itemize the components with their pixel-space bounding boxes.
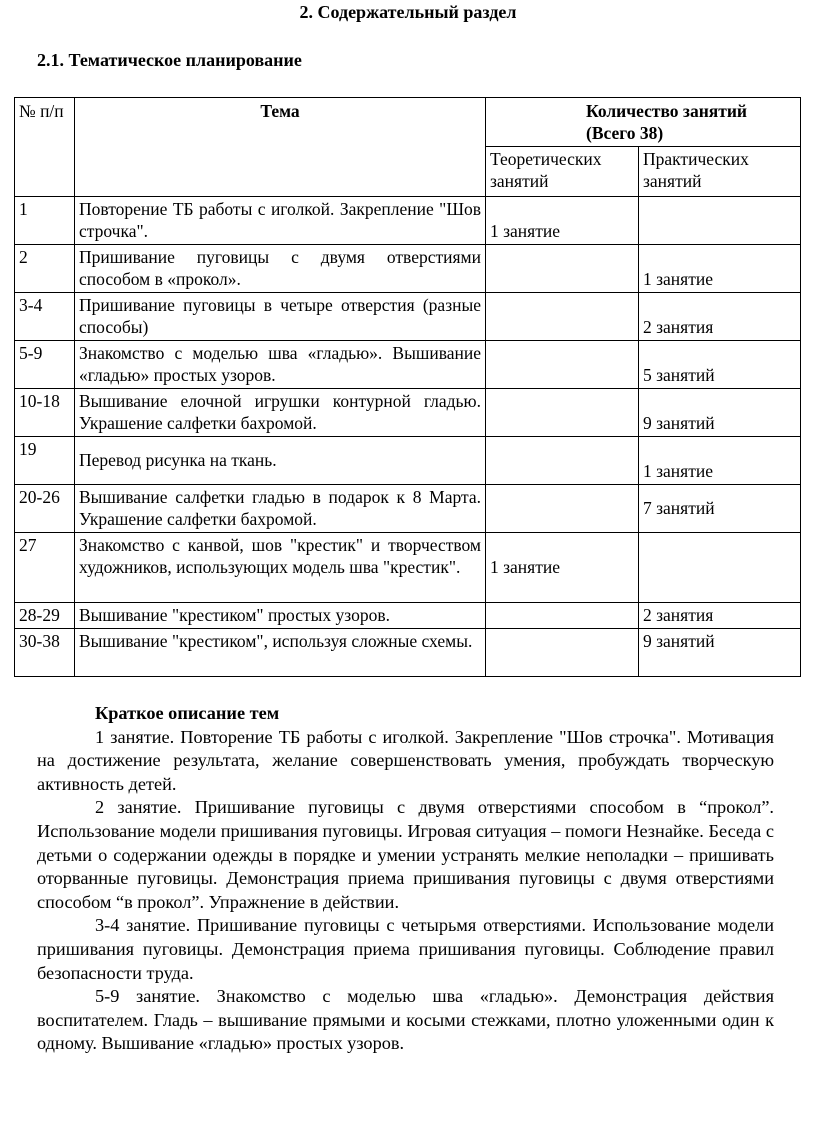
header-theory: Теоретических занятий bbox=[486, 147, 639, 197]
description-paragraph: 2 занятие. Пришивание пуговицы с двумя отверстиями способом в “прокол”. Использование модели пришивания пуговицы. Игровая ситуация – помоги Незнайке. Беседа с детьми о содержании одежды в порядке и умении устранять мелкие неполадки – пришивать оторванные пуговицы. Демонстрация приема пришивания пуговицы с двумя отверстиями способом “в прокол”. Упражнение в действии. bbox=[37, 797, 774, 912]
row-topic: Вышивание "крестиком", используя сложные схемы. bbox=[75, 629, 486, 677]
row-theory-count bbox=[486, 485, 639, 533]
row-topic: Перевод рисунка на ткань. bbox=[75, 437, 486, 485]
description-paragraph: 3-4 занятие. Пришивание пуговицы с четырьмя отверстиями. Использование модели пришивания пуговицы. Демонстрация приема пришивания пуговицы. Соблюдение правил безопасности труда. bbox=[37, 915, 774, 983]
row-practice-count: 7 занятий bbox=[639, 485, 801, 533]
thematic-plan-table bbox=[14, 97, 801, 677]
row-topic: Вышивание "крестиком" простых узоров. bbox=[75, 603, 486, 629]
row-number: 1 bbox=[15, 197, 75, 245]
description-heading: Краткое описание тем bbox=[95, 703, 280, 723]
section-title: 2. Содержательный раздел bbox=[299, 2, 517, 22]
row-number: 19 bbox=[15, 437, 75, 485]
table-row bbox=[15, 603, 801, 629]
table-row bbox=[15, 629, 801, 677]
header-practice: Практических занятий bbox=[639, 147, 801, 197]
row-number: 5-9 bbox=[15, 341, 75, 389]
description-paragraph: 1 занятие. Повторение ТБ работы с иголкой. Закрепление "Шов строчка". Мотивация на достижение результата, желание совершенствовать умения, пробуждать творческую активность детей. bbox=[37, 726, 774, 794]
row-topic: Вышивание салфетки гладью в подарок к 8 Марта. Украшение салфетки бахромой. bbox=[75, 485, 486, 533]
header-count-label: Количество занятий (Всего 38) bbox=[586, 101, 748, 143]
row-theory-count bbox=[486, 389, 639, 437]
table-row bbox=[15, 341, 801, 389]
row-practice-count: 5 занятий bbox=[639, 341, 801, 389]
row-theory-count bbox=[486, 341, 639, 389]
description-paragraph: 5-9 занятие. Знакомство с моделью шва «гладью». Демонстрация действия воспитателем. Гладь – вышивание прямыми и косыми стежками, плотно уложенными один к одному. Вышивание «гладью» простых узоров. bbox=[37, 986, 774, 1054]
table-row bbox=[15, 389, 801, 437]
table-row bbox=[15, 437, 801, 485]
row-number: 27 bbox=[15, 533, 75, 603]
row-number: 30-38 bbox=[15, 629, 75, 677]
header-topic: Тема bbox=[75, 98, 486, 197]
row-number: 20-26 bbox=[15, 485, 75, 533]
table-header-row bbox=[15, 98, 801, 147]
table-row bbox=[15, 485, 801, 533]
row-practice-count bbox=[639, 533, 801, 603]
row-practice-count: 9 занятий bbox=[639, 629, 801, 677]
row-topic: Пришивание пуговицы в четыре отверстия (разные способы) bbox=[75, 293, 486, 341]
row-number: 10-18 bbox=[15, 389, 75, 437]
subsection-title: 2.1. Тематическое планирование bbox=[37, 50, 302, 70]
row-topic: Знакомство с моделью шва «гладью». Вышивание «гладью» простых узоров. bbox=[75, 341, 486, 389]
row-practice-count: 1 занятие bbox=[639, 245, 801, 293]
row-practice-count: 2 занятия bbox=[639, 603, 801, 629]
row-number: 3-4 bbox=[15, 293, 75, 341]
table-row bbox=[15, 533, 801, 603]
table-row bbox=[15, 197, 801, 245]
row-practice-count bbox=[639, 197, 801, 245]
row-theory-count bbox=[486, 629, 639, 677]
row-topic: Пришивание пуговицы с двумя отверстиями способом в «прокол». bbox=[75, 245, 486, 293]
topics-description bbox=[37, 702, 774, 1056]
row-topic: Вышивание елочной игрушки контурной гладью. Украшение салфетки бахромой. bbox=[75, 389, 486, 437]
header-num: № п/п bbox=[15, 98, 75, 197]
row-theory-count bbox=[486, 293, 639, 341]
row-topic: Знакомство с канвой, шов "крестик" и творчеством художников, использующих модель шва "крестик". bbox=[75, 533, 486, 603]
table-row bbox=[15, 245, 801, 293]
header-count bbox=[486, 98, 801, 147]
row-theory-count bbox=[486, 437, 639, 485]
row-number: 28-29 bbox=[15, 603, 75, 629]
row-theory-count: 1 занятие bbox=[486, 197, 639, 245]
row-topic: Повторение ТБ работы с иголкой. Закрепление "Шов строчка". bbox=[75, 197, 486, 245]
row-practice-count: 2 занятия bbox=[639, 293, 801, 341]
row-number: 2 bbox=[15, 245, 75, 293]
row-practice-count: 1 занятие bbox=[639, 437, 801, 485]
table-row bbox=[15, 293, 801, 341]
row-practice-count: 9 занятий bbox=[639, 389, 801, 437]
row-theory-count: 1 занятие bbox=[486, 533, 639, 603]
row-theory-count bbox=[486, 603, 639, 629]
row-theory-count bbox=[486, 245, 639, 293]
